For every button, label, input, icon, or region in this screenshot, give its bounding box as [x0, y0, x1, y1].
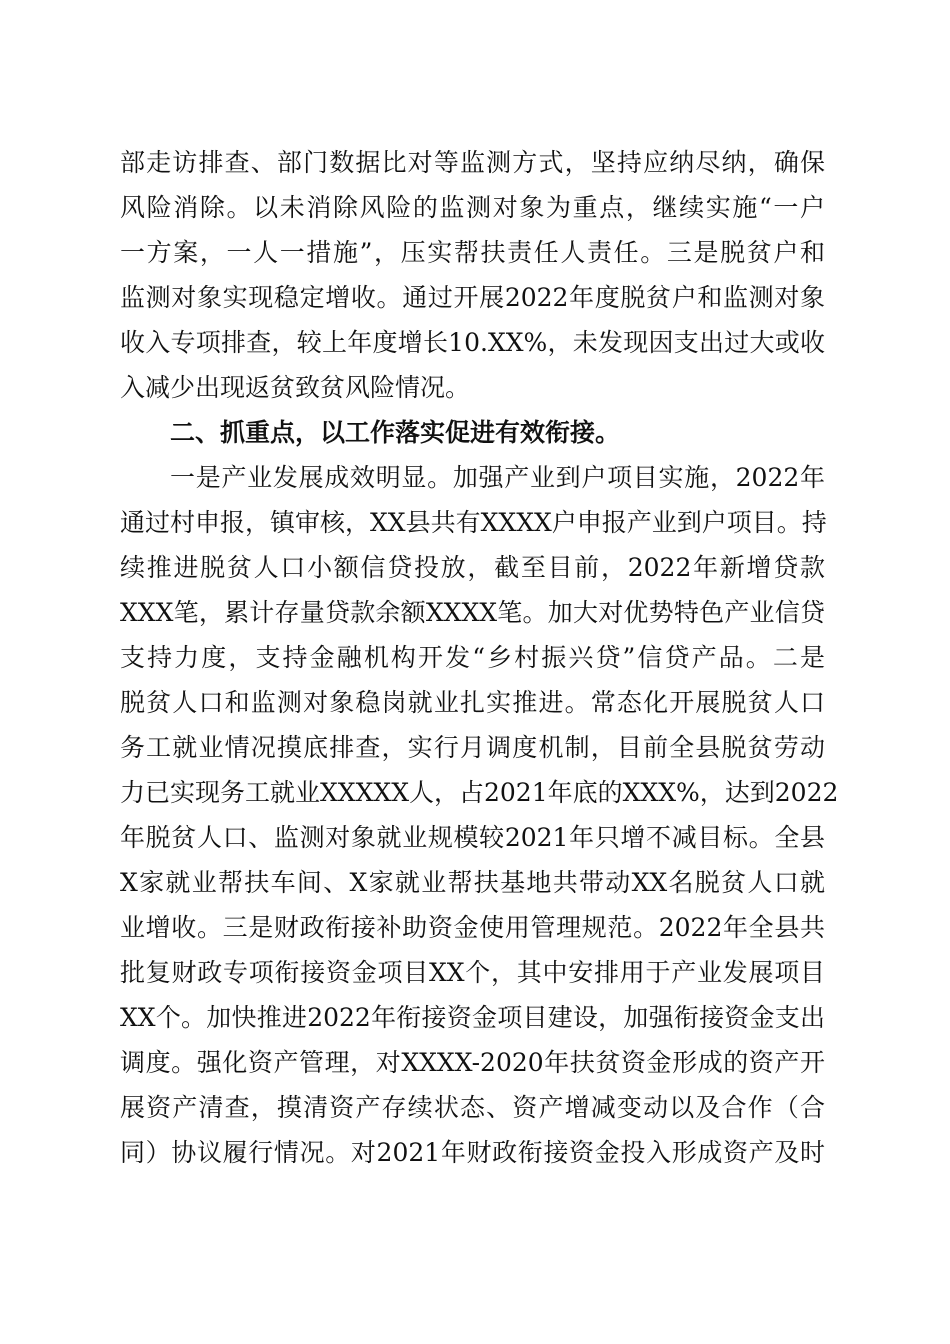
text-line: 一是产业发展成效明显。加强产业到户项目实施，2022年 — [170, 463, 825, 492]
text-line: 力已实现务工就业XXXXX人，占2021年底的XXX%，达到2022 — [120, 778, 839, 807]
document-body — [120, 140, 839, 1175]
text-line: 同）协议履行情况。对2021年财政衔接资金投入形成资产及时 — [120, 1138, 825, 1167]
text-line: 脱贫人口和监测对象稳岗就业扎实推进。常态化开展脱贫人口 — [120, 688, 825, 717]
section-heading: 二、抓重点，以工作落实促进有效衔接。 — [170, 418, 621, 447]
text-line: 支持力度，支持金融机构开发“乡村振兴贷”信贷产品。二是 — [120, 643, 825, 672]
text-line: 展资产清查，摸清资产存续状态、资产增减变动以及合作（合 — [120, 1093, 825, 1122]
text-line: 批复财政专项衔接资金项目XX个，其中安排用于产业发展项目 — [120, 958, 825, 987]
text-line: X家就业帮扶车间、X家就业帮扶基地共带动XX名脱贫人口就 — [120, 868, 825, 897]
text-line: 一方案，一人一措施”，压实帮扶责任人责任。三是脱贫户和 — [120, 238, 825, 267]
text-line: 监测对象实现稳定增收。通过开展2022年度脱贫户和监测对象 — [120, 283, 825, 312]
text-line: 年脱贫人口、监测对象就业规模较2021年只增不减目标。全县 — [120, 823, 825, 852]
text-line: 入减少出现返贫致贫风险情况。 — [120, 373, 471, 402]
paragraph-continuation — [120, 140, 825, 410]
paragraph-body — [120, 455, 839, 1175]
text-line: 调度。强化资产管理，对XXXX-2020年扶贫资金形成的资产开 — [120, 1048, 825, 1077]
text-line: 收入专项排查，较上年度增长10.XX%，未发现因支出过大或收 — [120, 328, 825, 357]
text-line: 风险消除。以未消除风险的监测对象为重点，继续实施“一户 — [120, 193, 825, 222]
text-line: 务工就业情况摸底排查，实行月调度机制，目前全县脱贫劳动 — [120, 733, 825, 762]
text-line: 通过村申报，镇审核，XX县共有XXXX户申报产业到户项目。持 — [120, 508, 827, 537]
text-line: XXX笔，累计存量贷款余额XXXX笔。加大对优势特色产业信贷 — [120, 598, 825, 627]
text-line: 部走访排查、部门数据比对等监测方式，坚持应纳尽纳，确保 — [120, 148, 825, 177]
text-line: XX个。加快推进2022年衔接资金项目建设，加强衔接资金支出 — [120, 1003, 825, 1032]
text-line: 业增收。三是财政衔接补助资金使用管理规范。2022年全县共 — [120, 913, 825, 942]
text-line: 续推进脱贫人口小额信贷投放，截至目前，2022年新增贷款 — [120, 553, 825, 582]
